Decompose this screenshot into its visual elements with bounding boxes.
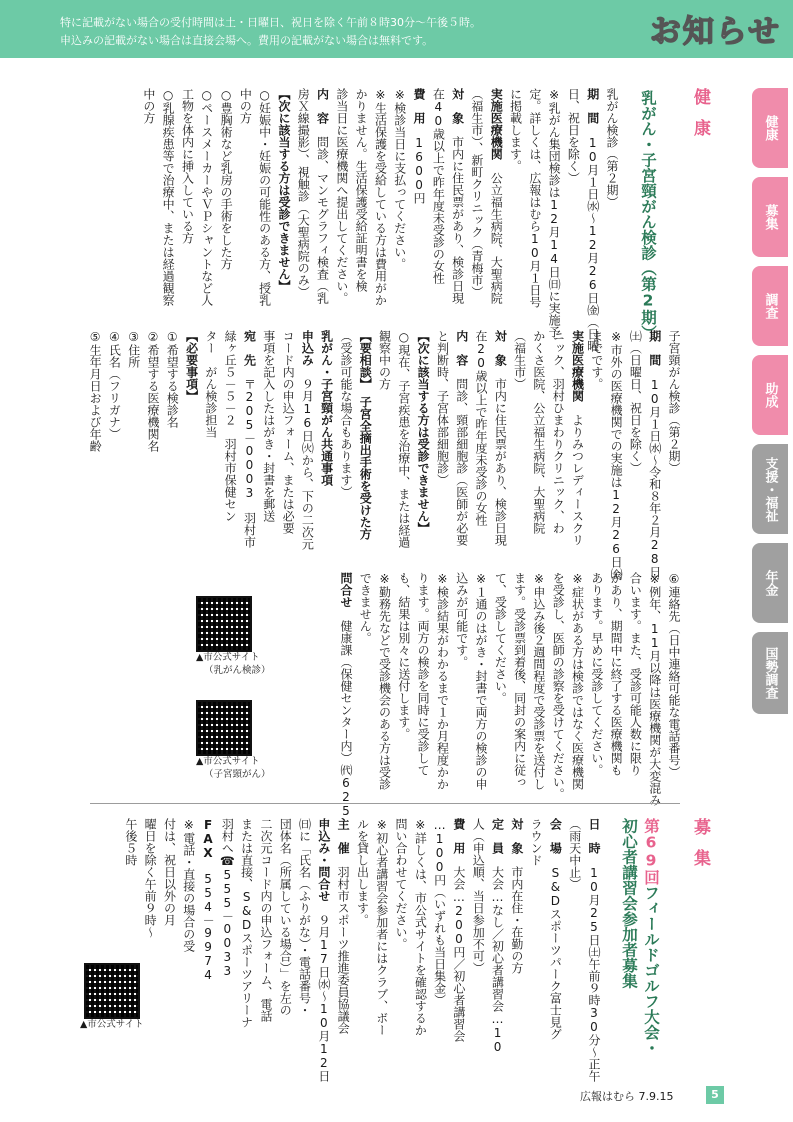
text-line: ※電話・直接の場合の受	[181, 818, 196, 952]
golf-title-text-1: フィールドゴルフ大会・	[642, 885, 660, 1056]
text-line: ○豊胸術など乳房の手術をした方	[219, 88, 234, 270]
text-line: 主 催 羽村市スポーツ推進委員協議会	[336, 818, 351, 1034]
text-line: 期 間 10月１日㈬～12月26日㈮（日曜	[585, 88, 600, 352]
text-line: または直接、S&Dスポーツアリーナ	[239, 818, 254, 1028]
text-line: 【必要事項】	[184, 330, 199, 402]
text-line: ○現在、子宮疾患を治療中、または経過	[396, 330, 411, 548]
qr-golf-caption: ▲市公式サイト	[80, 1019, 144, 1030]
text-line: 費 用 1600円	[412, 88, 427, 204]
text-line: 【次に該当する方は受診できません】	[416, 330, 431, 534]
text-line: （雨天中止）	[567, 818, 582, 890]
text-line: （福生市）	[512, 330, 527, 390]
text-line: 対 象 市内在住・在勤の方	[509, 818, 524, 974]
text-line: 内 容 問診、頸部細胞診（医師が必要	[454, 330, 469, 546]
text-line: 午後５時	[123, 818, 138, 866]
text-line: ①希望する検診名	[165, 330, 180, 428]
tab-subsidy[interactable]: 助成	[752, 355, 788, 435]
text-line: 定。詳しくは、広報はむら10月１日号	[527, 88, 542, 308]
text-line: ⑤生年月日および年齢	[88, 330, 103, 452]
text-line: ㈯（日曜日、祝日を除く）	[628, 330, 643, 474]
text-line: ルを貸し出します。	[355, 818, 370, 926]
text-line: ます。受診票到着後、同封の案内に従っ	[512, 572, 527, 788]
text-line: 日 時 10月25日㈯午前９時30分～正午	[587, 818, 601, 1082]
section-health: 健康	[690, 88, 710, 150]
text-line: と判断時、子宮体部細胞診）	[435, 330, 450, 486]
text-line: 申込み ９月16日㈫から、下の二次元	[300, 330, 315, 550]
golf-column	[121, 818, 603, 1082]
text-line: 房Ｘ線撮影）、視触診（大聖病院のみ）	[296, 88, 311, 298]
text-line: できません。	[358, 572, 373, 644]
text-line: ※１通のはがき・封書で両方の検診の申	[474, 572, 489, 790]
text-line: 緑ヶ丘５－５－２ 羽村市保健セン	[223, 330, 238, 522]
text-line: 団体名（所属している場合）」を左の	[278, 818, 293, 1016]
tab-survey[interactable]: 調査	[752, 266, 788, 346]
qr-golf[interactable]	[84, 963, 140, 1019]
text-line: 内 容 問診、マンモグラフィ検査（乳	[315, 88, 330, 304]
text-line: 会 場 S&Dスポーツパーク富士見グ	[548, 818, 563, 1040]
text-line: があり、期間中に終了する医療機関も	[609, 572, 624, 776]
text-line: ※詳しくは、市公式サイトを確認するか	[413, 818, 428, 1036]
text-line: ※市外の医療機関での実施は12月26日㈮	[609, 330, 624, 580]
text-line: 診当日に医療機関へ提出してください。	[334, 88, 349, 304]
header-note-2: 申込みの記載がない場合は直接会場へ。費用の記載がない場合は無料です。	[60, 34, 434, 47]
text-line: ○ペースメーカーやＶＰシャントなど人	[199, 88, 214, 306]
text-line: 工物を体内に挿入している方	[180, 88, 195, 244]
header-note-1: 特に記載がない場合の受付時間は土・日曜日、祝日を除く午前８時30分～午後５時。	[60, 16, 481, 29]
text-line: て、受診してください。	[493, 572, 508, 704]
text-line: 羽村へ☎555－0033	[220, 818, 235, 978]
text-line: ※勤務先などで受診機会のある方は受診	[377, 572, 392, 790]
tab-census[interactable]: 国勢調査	[752, 632, 788, 714]
golf-title-1	[640, 818, 662, 1056]
golf-title-2: 初心者講習会参加者募集	[620, 818, 638, 989]
tab-recruit[interactable]: 募集	[752, 177, 788, 257]
text-line: あります。早めに受診してください。	[589, 572, 604, 776]
text-line: 実施医療機関 よりみつレディースクリ	[570, 330, 585, 546]
text-line: 中の方	[141, 88, 156, 124]
text-line: ニック、羽村ひまわりクリニック、わ	[551, 330, 566, 534]
text-line: 込みが可能です。	[454, 572, 469, 668]
qr-cervical-caption-1: ▲市公式サイト	[196, 756, 260, 767]
qr-breast-caption-2: （乳がん検診）	[204, 665, 271, 676]
text-line: 付は、祝日以外の月	[162, 818, 177, 926]
text-line: （受診可能な場合もあります）	[338, 330, 353, 498]
text-line: かくさ医院、公立福生病院、大聖病院	[531, 330, 546, 534]
text-line: コード内の申込フォーム、または必要	[281, 330, 296, 534]
text-line: 合います。また、受診可能人数に限り	[628, 572, 643, 776]
text-line: 乳がん・子宮頸がん共通事項	[319, 330, 334, 486]
text-line: 対 象 市内に住民票があり、検診日現	[450, 88, 465, 304]
text-line: ※検診結果がわかるまで１か月程度かか	[435, 572, 450, 790]
text-line: 【要相談】 子宮全摘出手術を受けた方	[358, 330, 373, 540]
text-line: 乳がん検診（第２期）	[605, 88, 619, 208]
text-line: 問合せ 健康課（保健センター内）㈹625	[338, 572, 353, 818]
text-line: に掲載します。	[508, 88, 523, 172]
tab-support[interactable]: 支援・福祉	[752, 444, 788, 534]
text-line: ※生活保護を受給している方は費用がか	[373, 88, 388, 306]
text-line: ⑥連絡先（日中連絡可能な電話番号）	[667, 572, 681, 778]
text-line: 子宮頸がん検診（第２期）	[667, 330, 681, 474]
cancer-notes-column	[336, 572, 683, 818]
text-line: ②希望する医療機関名	[145, 330, 160, 452]
qr-breast-cancer[interactable]	[196, 596, 252, 652]
text-line: …100円（いずれも当日集金）	[432, 818, 447, 1006]
qr-cervical-caption-2: （子宮頸がん）	[204, 769, 271, 780]
text-line: 曜日を除く午前９時～	[143, 818, 158, 938]
tab-pension[interactable]: 年金	[752, 543, 788, 623]
text-line: ※乳がん集団検診は12月14日㈰に実施予	[547, 88, 562, 338]
text-line: 日、祝日を除く）	[566, 88, 581, 184]
page-title: お知らせ	[649, 14, 781, 50]
text-line: ③住所	[126, 330, 141, 368]
cervical-exam-column	[85, 330, 683, 580]
text-line: かりません。生活保護受給証明書を検	[354, 88, 369, 292]
text-line: 在40歳以上で昨年度未受診の女性	[431, 88, 446, 284]
text-line: 実施医療機関 公立福生病院、大聖病院	[489, 88, 504, 304]
text-line: ※症状がある方は検診ではなく医療機関	[570, 572, 585, 790]
section-recruit: 募集	[690, 818, 710, 880]
text-line: ※初心者講習会参加者にはクラブ、ボー	[374, 818, 389, 1036]
text-line: 【次に該当する方は受診できません】	[276, 88, 291, 292]
tab-health[interactable]: 健康	[752, 88, 788, 168]
text-line: ります。両方の検診を同時に受診して	[416, 572, 431, 776]
page-number: 5	[706, 1086, 724, 1104]
section-divider	[90, 803, 680, 804]
text-line: 申込み・問合せ ９月17日㈬～10月12日	[316, 818, 331, 1082]
text-line: 対 象 市内に住民票があり、検診日現	[493, 330, 508, 546]
text-line: ○乳腺疾患等で治療中、または経過観察	[161, 88, 176, 306]
text-line: 費 用 大会…200円／初心者講習会	[451, 818, 466, 1042]
text-line: も、結果は別々に送付します。	[396, 572, 411, 740]
text-line: 観察中の方	[377, 330, 392, 390]
text-line: （福生市）、新町クリニック（青梅市）	[469, 88, 484, 298]
text-line: ※検診当日に支払ってください。	[392, 88, 407, 270]
text-line: FAX 554－9974	[201, 818, 216, 982]
text-line: 事項を記入したはがき・封書を郵送	[261, 330, 276, 522]
text-line: 人（申込順、当日参加不可）	[471, 818, 486, 974]
text-line: ④氏名（フリガナ）	[107, 330, 122, 440]
text-line: 中の方	[238, 88, 253, 124]
text-line: 宛 先 〒205－0003 羽村市	[242, 330, 257, 548]
text-line: 在20歳以上で昨年度未受診の女性	[474, 330, 489, 526]
text-line: ター がん検診担当	[203, 330, 218, 438]
text-line: ○妊娠中・妊娠の可能性のある方、授乳	[257, 88, 272, 306]
text-line: ㈰に「氏名（ふりがな）・電話番号・	[297, 818, 312, 1016]
text-line: を受診し、医師の診察を受けてください。	[551, 572, 566, 800]
footer-issue: 広報はむら 7.9.15	[580, 1090, 674, 1103]
qr-breast-caption-1: ▲市公式サイト	[196, 652, 260, 663]
cancer-title: 乳がん・子宮頸がん検診（第2期）	[639, 90, 657, 341]
text-line: 二次元コード内の申込フォーム、電話	[258, 818, 273, 1022]
text-line: 問い合わせてください。	[394, 818, 409, 950]
text-line: 定 員 大会…なし／初心者講習会…10	[490, 818, 505, 1054]
golf-number: 第69回	[642, 818, 660, 885]
text-line: までです。	[589, 330, 604, 390]
qr-cervical-cancer[interactable]	[196, 700, 252, 756]
text-line: 期 間 10月１日㈬～令和８年２月28日	[647, 330, 662, 578]
text-line: ※申込み後２週間程度で受診票を送付し	[531, 572, 546, 790]
text-line: ラウンド	[529, 818, 544, 866]
text-line: ※例年、11月以降は医療機関が大変混み	[647, 572, 662, 806]
